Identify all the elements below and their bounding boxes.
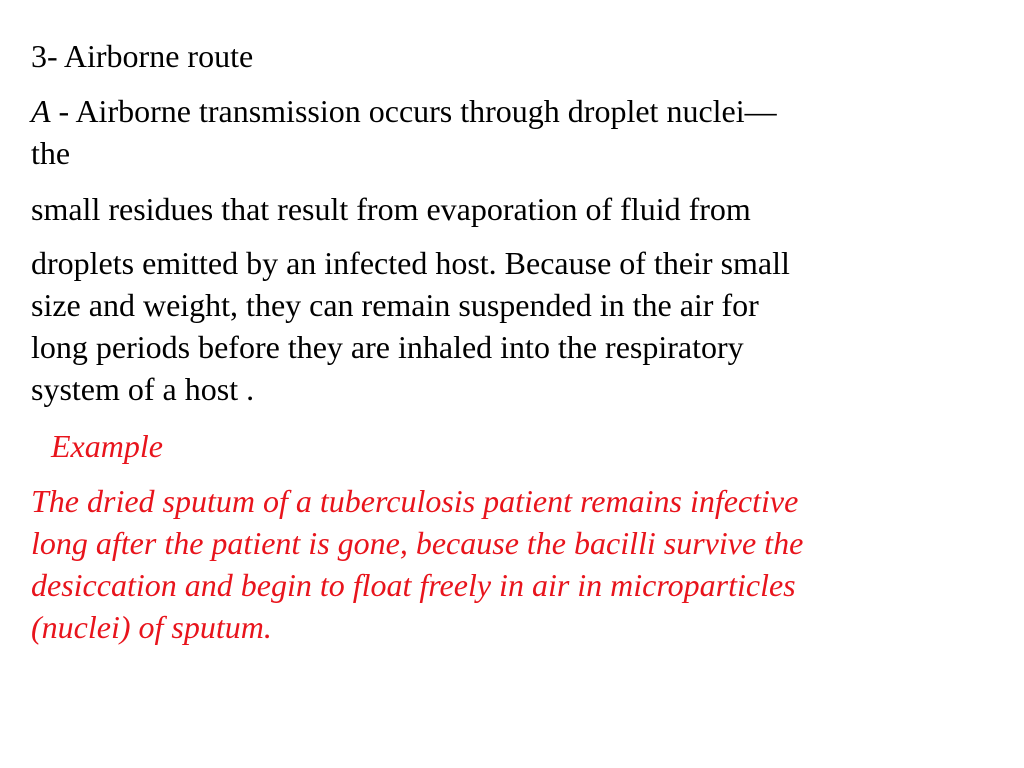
paragraph-droplets-line-2: size and weight, they can remain suspended in the air for (31, 287, 759, 323)
paragraph-droplets-line-1: droplets emitted by an infected host. Because of their small (31, 245, 790, 281)
paragraph-a-line-2: the (31, 135, 71, 171)
example-paragraph-line-1: The dried sputum of a tuberculosis patient remains infective (31, 483, 799, 519)
paragraph-droplets (31, 242, 1001, 410)
section-heading-text: 3- Airborne route (31, 38, 254, 74)
example-heading (51, 425, 1021, 467)
paragraph-a-line-1 (31, 90, 1001, 132)
paragraph-a (31, 90, 1001, 174)
paragraph-a-label: A (31, 93, 51, 129)
paragraph-small-residues (31, 188, 1001, 230)
section-heading (31, 35, 1001, 77)
example-paragraph-line-4: (nuclei) of sputum. (31, 609, 272, 645)
example-paragraph-line-3: desiccation and begin to float freely in air in microparticles (31, 567, 796, 603)
paragraph-droplets-line-3: long periods before they are inhaled into the respiratory (31, 329, 744, 365)
paragraph-small-residues-text: small residues that result from evaporation of fluid from (31, 191, 751, 227)
example-heading-text: Example (51, 428, 163, 464)
paragraph-a-text: - Airborne transmission occurs through droplet nuclei— (50, 93, 777, 129)
example-paragraph-line-2: long after the patient is gone, because the bacilli survive the (31, 525, 804, 561)
example-paragraph (31, 480, 1001, 648)
paragraph-droplets-line-4: system of a host . (31, 371, 255, 407)
